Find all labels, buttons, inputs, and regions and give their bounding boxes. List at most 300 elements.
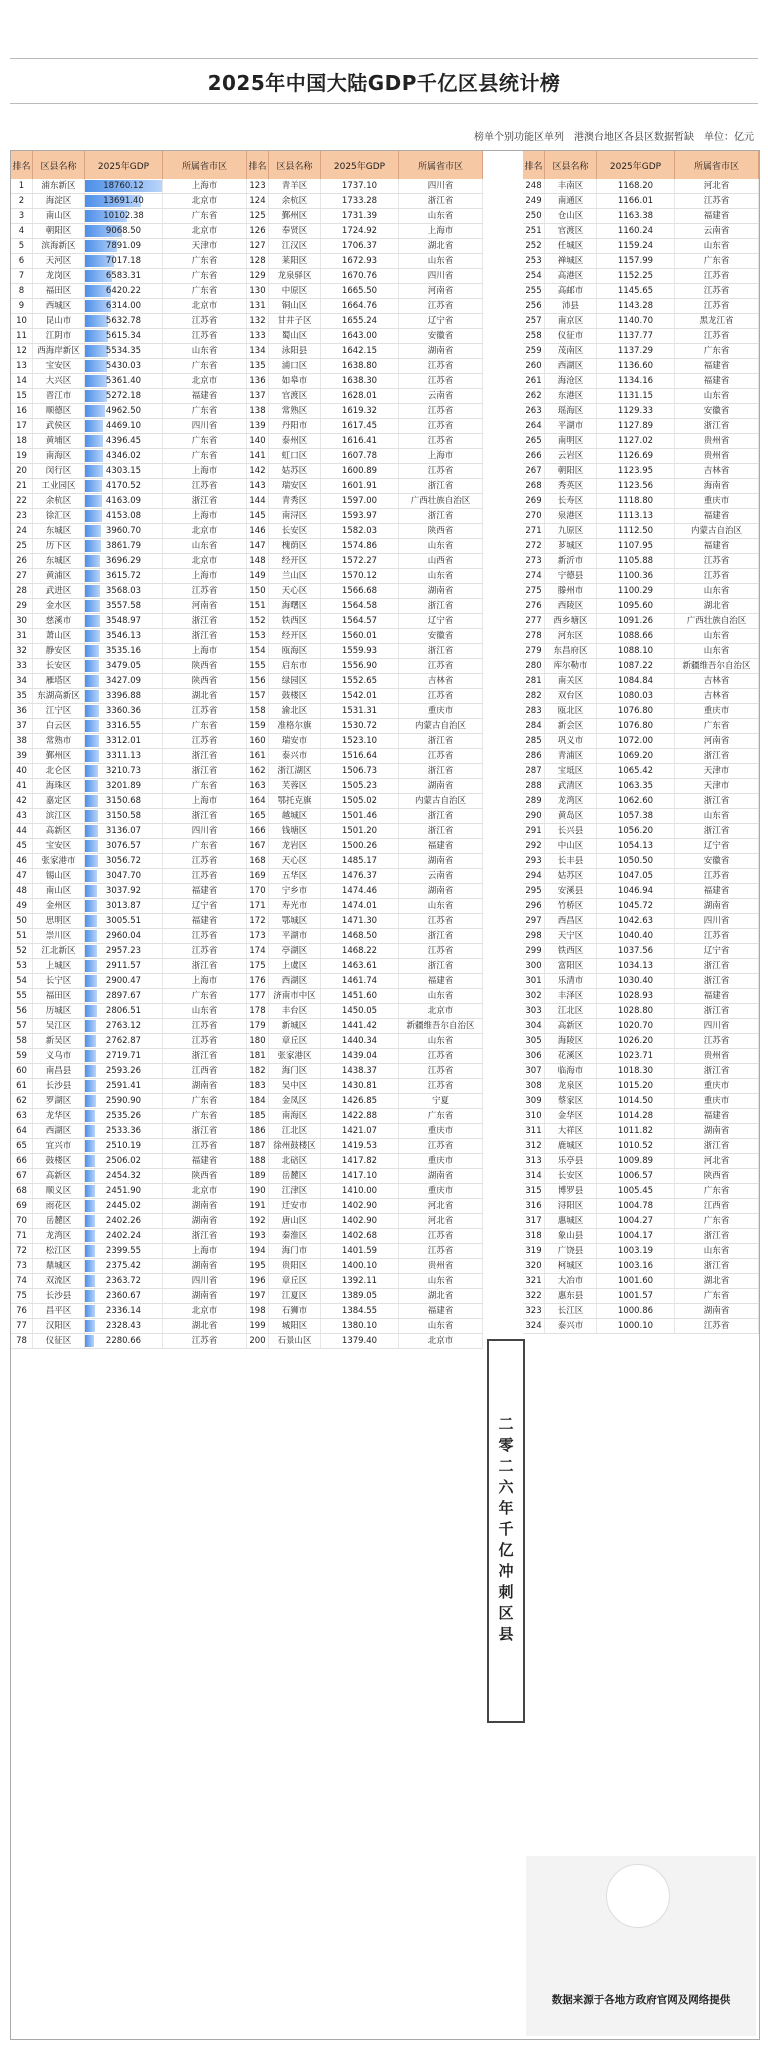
gdp-cell [321,554,399,568]
gdp-value: 1004.17 [617,1231,654,1241]
gdp-cell [85,179,163,193]
gdp-cell [85,1019,163,1033]
rank-cell: 146 [247,524,269,538]
rank-cell: 260 [523,359,545,373]
gdp-bar [85,915,97,927]
gdp-cell [597,839,675,853]
gdp-cell [321,1154,399,1168]
district-name: 金华区 [545,1109,597,1123]
rank-cell: 320 [523,1259,545,1273]
gdp-cell [85,1094,163,1108]
province-name: 浙江省 [399,809,483,823]
district-name: 南山区 [33,209,85,223]
gdp-value: 1552.65 [341,676,378,686]
rank-cell: 26 [11,554,33,568]
gdp-bar [85,615,100,627]
gdp-value: 1028.80 [617,1006,654,1016]
rank-cell: 177 [247,989,269,1003]
rank-cell: 130 [247,284,269,298]
province-name: 福建省 [675,359,759,373]
district-name: 章丘区 [269,1274,321,1288]
gdp-cell [597,659,675,673]
gdp-value: 1628.01 [341,391,378,401]
gdp-cell [597,719,675,733]
province-name: 陕西省 [675,1169,759,1183]
gdp-value: 1160.24 [617,226,654,236]
gdp-cell [597,1319,675,1333]
gdp-cell [321,644,399,658]
table-row [247,1289,483,1304]
table-row [523,479,759,494]
page-title: 2025年中国大陆GDP千亿区县统计榜 [10,58,758,104]
table-row [523,509,759,524]
table-row [523,359,759,374]
district-name: 高新区 [33,1169,85,1183]
table-row [11,659,247,674]
rank-cell: 20 [11,464,33,478]
district-name: 朝阳区 [545,464,597,478]
gdp-cell [85,1334,163,1348]
table-row [11,1109,247,1124]
rank-cell: 267 [523,464,545,478]
rank-cell: 58 [11,1034,33,1048]
province-name: 湖南省 [163,1214,247,1228]
district-name: 铁西区 [269,614,321,628]
rank-cell: 248 [523,179,545,193]
table-row [11,839,247,854]
district-name: 经开区 [269,554,321,568]
gdp-value: 1134.16 [617,376,654,386]
table-row [247,839,483,854]
province-name: 宁夏 [399,1094,483,1108]
rank-cell: 7 [11,269,33,283]
gdp-value: 1617.45 [341,421,378,431]
gdp-cell [597,1034,675,1048]
gdp-value: 1461.74 [341,976,378,986]
gdp-cell [597,554,675,568]
table-row [247,464,483,479]
gdp-value: 1501.46 [341,811,378,821]
district-name: 金水区 [33,599,85,613]
province-name: 贵州省 [399,1259,483,1273]
rank-cell: 182 [247,1064,269,1078]
gdp-value: 1556.90 [341,661,378,671]
gdp-value: 1523.10 [341,736,378,746]
province-name: 上海市 [163,1244,247,1258]
province-name: 江苏省 [163,314,247,328]
rank-cell: 65 [11,1139,33,1153]
table-row [247,299,483,314]
rank-cell: 199 [247,1319,269,1333]
rank-cell: 1 [11,179,33,193]
gdp-bar [85,990,97,1002]
gdp-value: 1166.01 [617,196,654,206]
table-row [247,584,483,599]
gdp-cell [85,1199,163,1213]
rank-cell: 251 [523,224,545,238]
table-row [523,224,759,239]
province-name: 福建省 [163,1154,247,1168]
gdp-cell [321,539,399,553]
gdp-cell [321,524,399,538]
gdp-cell [321,659,399,673]
table-row [247,269,483,284]
district-name: 芙蓉区 [269,779,321,793]
gdp-bar [85,1020,96,1032]
province-name: 江苏省 [675,194,759,208]
table-row [247,929,483,944]
province-name: 浙江省 [675,1259,759,1273]
gdp-value: 3311.13 [105,751,142,761]
table-row [523,1124,759,1139]
district-name: 姑苏区 [545,869,597,883]
province-name: 山西省 [399,554,483,568]
province-name: 辽宁省 [675,944,759,958]
gdp-value: 1028.93 [617,991,654,1001]
rank-cell: 294 [523,869,545,883]
province-name: 江苏省 [163,329,247,343]
province-name: 江苏省 [163,1334,247,1348]
province-name: 湖南省 [675,1124,759,1138]
gdp-value: 1168.20 [617,181,654,191]
gdp-value: 3316.55 [105,721,142,731]
table-row [11,704,247,719]
gdp-value: 1159.24 [617,241,654,251]
gdp-cell [85,734,163,748]
district-name: 蔡家区 [545,1094,597,1108]
gdp-value: 1400.10 [341,1261,378,1271]
table-row [11,524,247,539]
province-name: 广东省 [163,434,247,448]
province-name: 浙江省 [163,629,247,643]
gdp-value: 1665.50 [341,286,378,296]
rank-cell: 25 [11,539,33,553]
rank-cell: 64 [11,1124,33,1138]
table-row [523,569,759,584]
province-name: 四川省 [675,1019,759,1033]
district-name: 象山县 [545,1229,597,1243]
gdp-cell [597,989,675,1003]
gdp-value: 2506.02 [105,1156,142,1166]
district-name: 芗城区 [545,539,597,553]
rank-cell: 8 [11,284,33,298]
table-row [11,794,247,809]
gdp-value: 1501.20 [341,826,378,836]
column-header: 所属省市区 [399,151,483,179]
rank-cell: 301 [523,974,545,988]
table-row [523,1169,759,1184]
gdp-bar [85,1050,96,1062]
province-name: 山东省 [675,809,759,823]
rank-cell: 280 [523,659,545,673]
gdp-cell [597,209,675,223]
table-row [11,464,247,479]
table-row [11,584,247,599]
district-name: 鹿城区 [545,1139,597,1153]
district-name: 东昌府区 [545,644,597,658]
gdp-value: 1450.05 [341,1006,378,1016]
gdp-cell [321,1124,399,1138]
gdp-value: 2399.55 [105,1246,142,1256]
gdp-cell [321,629,399,643]
table-row [247,1169,483,1184]
rank-cell: 283 [523,704,545,718]
gdp-cell [321,854,399,868]
gdp-value: 1140.70 [617,316,654,326]
gdp-bar [85,1170,95,1182]
gdp-bar [85,1215,95,1227]
district-name: 龙湾区 [33,1229,85,1243]
rank-cell: 45 [11,839,33,853]
table-row [11,1004,247,1019]
gdp-cell [85,1079,163,1093]
table-row [11,764,247,779]
gdp-value: 1107.95 [617,541,654,551]
rank-cell: 49 [11,899,33,913]
district-name: 高邮市 [545,284,597,298]
table-row [523,914,759,929]
gdp-cell [85,1214,163,1228]
rank-cell: 160 [247,734,269,748]
rank-cell: 259 [523,344,545,358]
gdp-cell [85,299,163,313]
district-name: 巩义市 [545,734,597,748]
province-name: 江苏省 [399,404,483,418]
district-name: 萧山区 [33,629,85,643]
gdp-cell [321,809,399,823]
rank-cell: 315 [523,1184,545,1198]
gdp-cell [597,1304,675,1318]
gdp-value: 1009.89 [617,1156,654,1166]
gdp-value: 1113.13 [617,511,654,521]
gdp-bar [85,585,100,597]
gdp-value: 1046.94 [617,886,654,896]
rank-cell: 269 [523,494,545,508]
gdp-cell [597,599,675,613]
rank-cell: 284 [523,719,545,733]
district-name: 南关区 [545,674,597,688]
province-name: 山东省 [675,644,759,658]
province-name: 江苏省 [163,1019,247,1033]
province-name: 湖南省 [399,584,483,598]
rank-cell: 180 [247,1034,269,1048]
district-name: 泰兴市 [545,1319,597,1333]
province-name: 福建省 [675,509,759,523]
district-name: 西陵区 [545,599,597,613]
gdp-cell [321,509,399,523]
gdp-bar [85,645,99,657]
rank-cell: 126 [247,224,269,238]
gdp-cell [85,989,163,1003]
table-row [523,419,759,434]
gdp-cell [597,689,675,703]
table-row [523,974,759,989]
gdp-cell [85,1124,163,1138]
rank-cell: 34 [11,674,33,688]
table-row [247,374,483,389]
note-part: 单位：亿元 [704,131,754,143]
gdp-value: 7017.18 [105,256,142,266]
province-name: 贵州省 [675,434,759,448]
province-name: 福建省 [675,539,759,553]
district-name: 鄞州区 [269,209,321,223]
gdp-cell [321,389,399,403]
gdp-cell [321,794,399,808]
district-name: 长寿区 [545,494,597,508]
table-row [247,1319,483,1334]
rank-cell: 290 [523,809,545,823]
gdp-value: 1542.01 [341,691,378,701]
province-name: 山东省 [163,344,247,358]
gdp-cell [597,704,675,718]
table-row [11,284,247,299]
province-name: 北京市 [163,1304,247,1318]
gdp-value: 1000.10 [617,1321,654,1331]
gdp-cell [321,1229,399,1243]
gdp-value: 1003.19 [617,1246,654,1256]
table-row [247,1109,483,1124]
district-name: 东港区 [545,389,597,403]
rank-cell: 159 [247,719,269,733]
gdp-cell [597,314,675,328]
gdp-cell [85,869,163,883]
gdp-cell [321,884,399,898]
rank-cell: 285 [523,734,545,748]
gdp-value: 4153.08 [105,511,142,521]
gdp-value: 2363.72 [105,1276,142,1286]
table-row [523,1304,759,1319]
rank-cell: 29 [11,599,33,613]
gdp-bar [85,330,108,342]
district-name: 东城区 [33,524,85,538]
gdp-cell [321,1259,399,1273]
gdp-value: 2900.47 [105,976,142,986]
gdp-value: 1145.65 [617,286,654,296]
province-name: 上海市 [163,569,247,583]
table-row [247,254,483,269]
gdp-cell [85,584,163,598]
gdp-bar [85,765,98,777]
table-row [11,689,247,704]
province-name: 江西省 [163,1064,247,1078]
gdp-value: 3360.36 [105,706,142,716]
gdp-cell [597,374,675,388]
rank-cell: 318 [523,1229,545,1243]
rank-cell: 15 [11,389,33,403]
rank-cell: 71 [11,1229,33,1243]
table-row [11,1154,247,1169]
province-name: 江苏省 [163,704,247,718]
rank-cell: 157 [247,689,269,703]
district-name: 北仑区 [33,764,85,778]
rank-cell: 258 [523,329,545,343]
gdp-value: 2328.43 [105,1321,142,1331]
table-row [247,599,483,614]
gdp-cell [85,809,163,823]
note-part: 榜单个别功能区单列 [474,131,564,143]
table-row [11,1019,247,1034]
rank-cell: 22 [11,494,33,508]
district-name: 库尔勒市 [545,659,597,673]
gdp-cell [597,1244,675,1258]
province-name: 广东省 [163,269,247,283]
district-name: 昌平区 [33,1304,85,1318]
table-row [523,644,759,659]
province-name: 陕西省 [399,524,483,538]
province-name: 广东省 [399,1109,483,1123]
gdp-cell [321,1169,399,1183]
district-name: 雨花区 [33,1199,85,1213]
province-name: 新疆维吾尔自治区 [399,1019,483,1033]
province-name: 浙江省 [675,1064,759,1078]
gdp-value: 1706.37 [341,241,378,251]
rank-cell: 161 [247,749,269,763]
gdp-value: 3568.03 [105,586,142,596]
table-row [11,914,247,929]
province-name: 湖南省 [399,344,483,358]
gdp-cell [321,689,399,703]
table-row [247,1004,483,1019]
gdp-value: 1143.28 [617,301,654,311]
gdp-value: 1638.30 [341,376,378,386]
province-name: 北京市 [163,554,247,568]
gdp-bar [85,930,97,942]
table-row [11,359,247,374]
gdp-value: 5615.34 [105,331,142,341]
district-name: 泳阳县 [269,344,321,358]
district-name: 福田区 [33,989,85,1003]
rank-cell: 6 [11,254,33,268]
gdp-cell [321,494,399,508]
gdp-value: 1087.22 [617,661,654,671]
rank-cell: 21 [11,479,33,493]
table-row [523,404,759,419]
table-row [247,1304,483,1319]
province-name: 四川省 [675,914,759,928]
district-name: 花溪区 [545,1049,597,1063]
district-name: 江宁区 [33,704,85,718]
province-name: 湖北省 [399,239,483,253]
province-name: 广东省 [163,779,247,793]
table-row [11,374,247,389]
district-name: 姑苏区 [269,464,321,478]
district-name: 龙泉区 [545,1079,597,1093]
rank-cell: 307 [523,1064,545,1078]
province-name: 上海市 [399,449,483,463]
district-name: 长江区 [545,1304,597,1318]
note-part: 港澳台地区各县区数据暂缺 [574,131,694,143]
rank-cell: 164 [247,794,269,808]
table-row [523,629,759,644]
rank-cell: 28 [11,584,33,598]
gdp-bar [85,720,99,732]
gdp-value: 2957.23 [105,946,142,956]
table-row [523,554,759,569]
province-name: 江苏省 [675,929,759,943]
table-row [247,509,483,524]
gdp-cell [597,1094,675,1108]
gdp-cell [597,929,675,943]
gdp-value: 1380.10 [341,1321,378,1331]
district-name: 嘉定区 [33,794,85,808]
province-name: 上海市 [163,179,247,193]
province-name: 浙江省 [399,644,483,658]
gdp-value: 1616.41 [341,436,378,446]
gdp-value: 1566.68 [341,586,378,596]
gdp-value: 1118.80 [617,496,654,506]
district-name: 历下区 [33,539,85,553]
rank-cell: 57 [11,1019,33,1033]
